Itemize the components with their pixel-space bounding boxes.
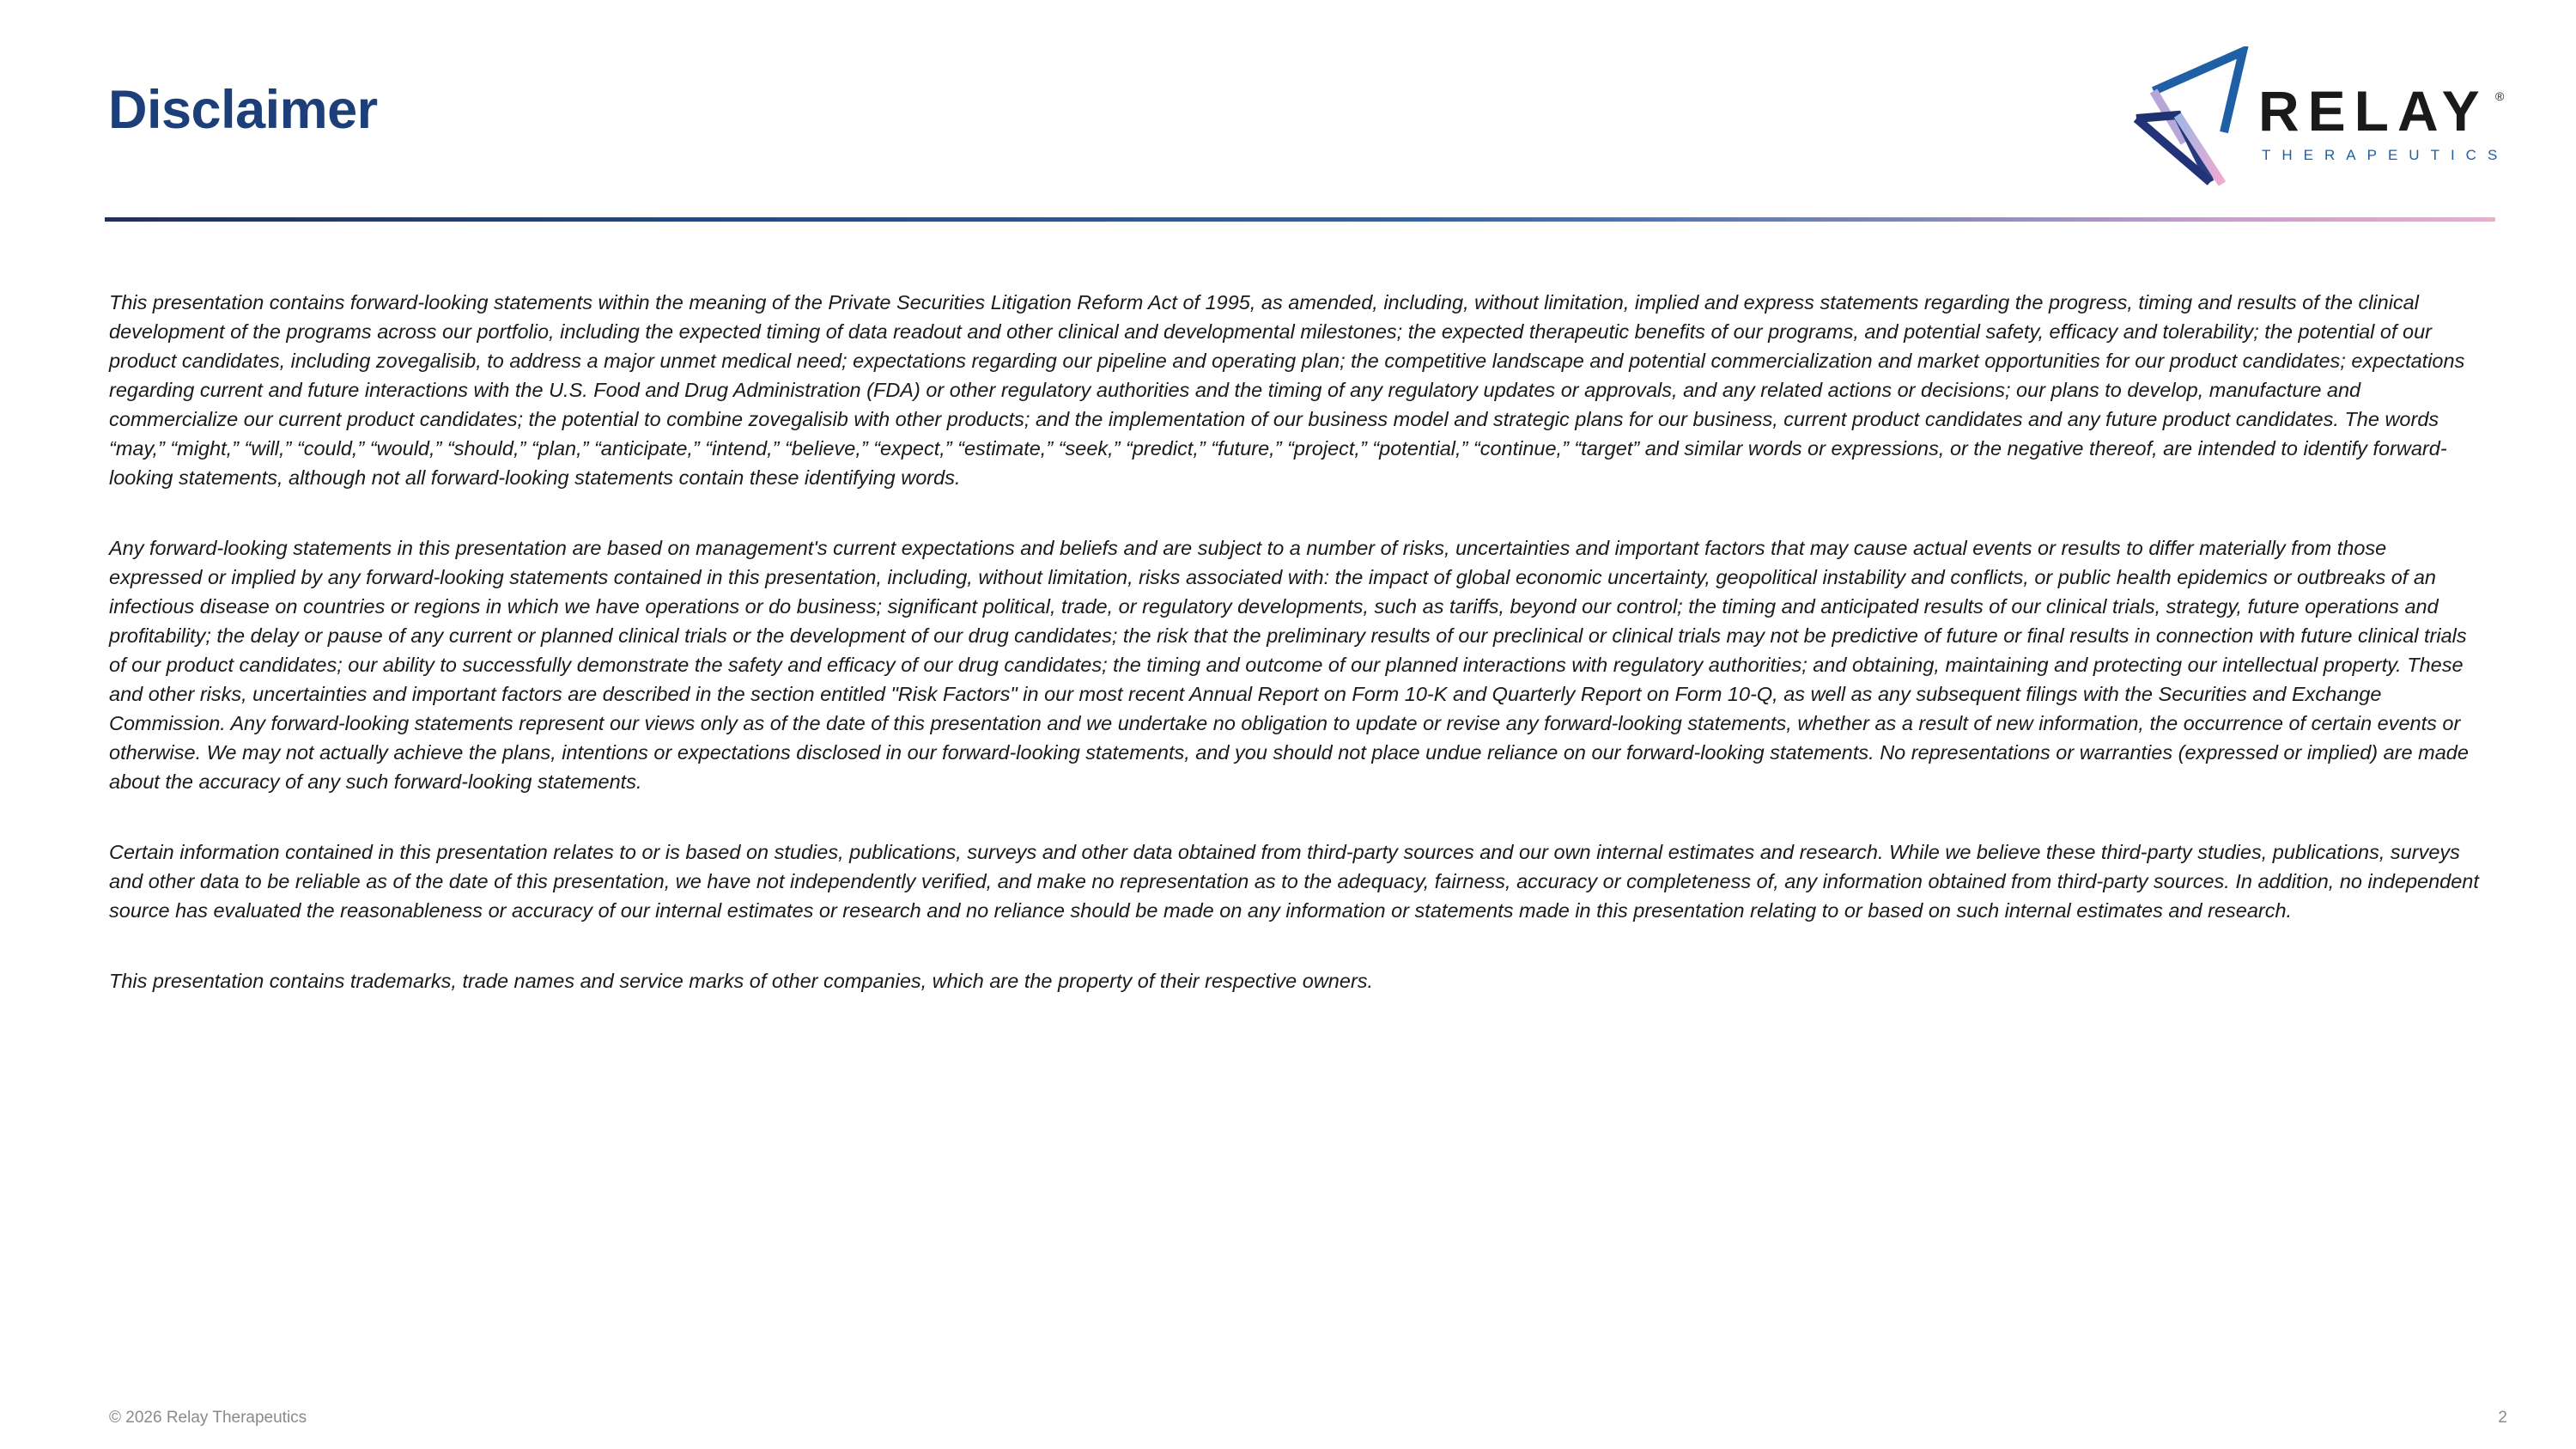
logo-subtitle: THERAPEUTICS — [2262, 147, 2509, 163]
disclaimer-paragraph-risks: Any forward-looking statements in this presentation are based on management's current expectations and beliefs and are subject to a number of risks, uncertainties and important factors that may cause actual events or results to differ materially from those expressed or implied by any forward-looking statements contained in this presentation, including, without limitation, risks associated with: the impact of global economic uncertainty, geopolitical instability and conflicts, or public health epidemics or outbreaks of an infectious disease on countries or regions in which we have operations or do business; significant political, trade, or regulatory developments, such as tariffs, beyond our control; the timing and anticipated results of our clinical trials, strategy, future operations and profitability; the delay or pause of any current or planned clinical trials or the development of our drug candidates; the risk that the preliminary results of our preclinical or clinical trials may not be predictive of future or final results in connection with future clinical trials of our product candidates; our ability to successfully demonstrate the safety and efficacy of our drug candidates; the timing and outcome of our planned interactions with regulatory authorities; and obtaining, maintaining and protecting our intellectual property. These and other risks, uncertainties and important factors are described in the section entitled "Risk Factors" in our most recent Annual Report on Form 10-K and Quarterly Report on Form 10-Q, as well as any subsequent filings with the Securities and Exchange Commission. Any forward-looking statements represent our views only as of the date of this presentation and we undertake no obligation to update or revise any forward-looking statements, whether as a result of new information, the occurrence of certain events or otherwise. We may not actually achieve the plans, intentions or expectations disclosed in our forward-looking statements, and you should not place undue reliance on our forward-looking statements. No representations or warranties (expressed or implied) are made about the accuracy of any such forward-looking statements. — [109, 537, 2469, 793]
footer-copyright: © 2026 Relay Therapeutics — [109, 1409, 307, 1427]
disclaimer-paragraph-third-party-data: Certain information contained in this presentation relates to or is based on studies, publications, surveys and other data obtained from third-party sources and our own internal estimates and research. While we believe these third-party studies, publications, surveys and other data to be reliable as of the date of this presentation, we have not independently verified, and make no representation as to the adequacy, fairness, accuracy or completeness of, any information obtained from third-party sources. In addition, no independent source has evaluated the reasonableness or accuracy of our internal estimates or research and no reliance should be made on any information or statements made in this presentation relating to or based on such internal estimates and research. — [109, 841, 2479, 922]
company-logo — [2128, 46, 2509, 198]
header-divider — [105, 217, 2495, 222]
registered-mark: ® — [2495, 89, 2505, 103]
disclaimer-body — [109, 288, 2483, 1037]
logo-wordmark: RELAY — [2258, 79, 2488, 143]
page-title: Disclaimer — [108, 80, 378, 140]
disclaimer-paragraph-trademarks: This presentation contains trademarks, trade names and service marks of other companies, which are the property of their respective owners. — [109, 970, 1374, 992]
disclaimer-paragraph-forward-looking: This presentation contains forward-looking statements within the meaning of the Private Securities Litigation Reform Act of 1995, as amended, including, without limitation, implied and express statements regarding the progress, timing and results of the clinical development of the programs across our portfolio, including the expected timing of data readout and other clinical and developmental milestones; the expected therapeutic benefits of our programs, and potential safety, efficacy and tolerability; the potential of our product candidates, including zovegalisib, to address a major unmet medical need; expectations regarding our pipeline and operating plan; the competitive landscape and potential commercialization and market opportunities for our product candidates; expectations regarding current and future interactions with the U.S. Food and Drug Administration (FDA) or other regulatory authorities and the timing of any regulatory updates or approvals, and any related actions or decisions; our plans to develop, manufacture and commercialize our current product candidates; the potential to combine zovegalisib with other products; and the implementation of our business model and strategic plans for our business, current product candidates and any future product candidates. The words “may,” “might,” “will,” “could,” “would,” “should,” “plan,” “anticipate,” “intend,” “believe,” “expect,” “estimate,” “seek,” “predict,” “future,” “project,” “potential,” “continue,” “target” and similar words or expressions, or the negative thereof, are intended to identify forward-looking statements, although not all forward-looking statements contain these identifying words. — [109, 291, 2465, 489]
relay-arrow-logo-icon — [2128, 46, 2257, 198]
page-number: 2 — [2498, 1409, 2507, 1427]
